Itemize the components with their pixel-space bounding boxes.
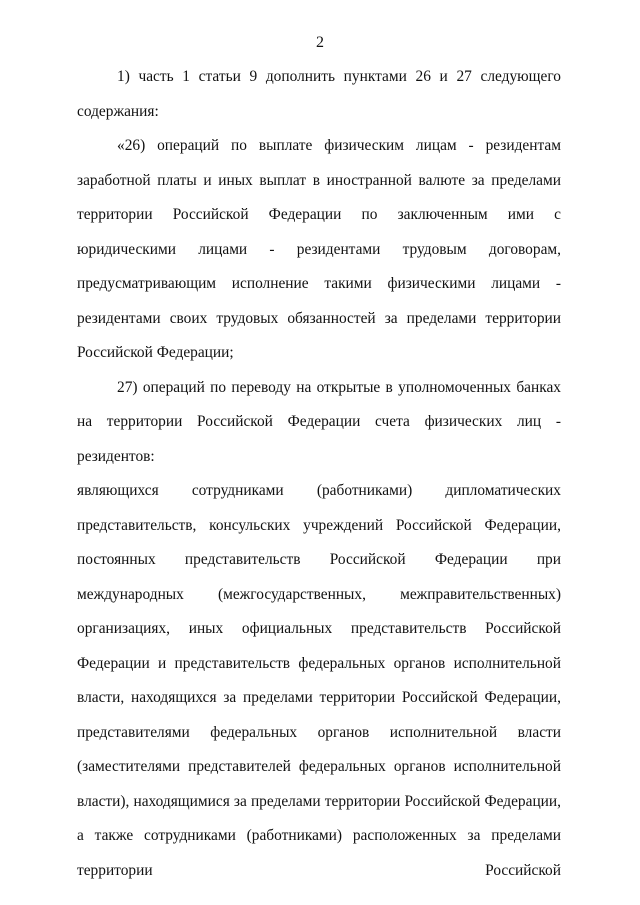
paragraph-item-27-subitem: являющихся сотрудниками (работниками) дипломатических представительств, консульских учреждений Российской Федерации, постоянных представительств Российской Федерации при международных (межгосударственных, межправительственных) организациях, иных официальных представительств Российской Федерации и представительств федеральных органов исполнительной власти, находящихся за пределами территории Российской Федерации, представителями федеральных органов исполнительной власти (заместителями представителей федеральных органов исполнительной власти), находящимися за пределами территории Российской Федерации, а также сотрудниками (работниками) расположенных за пределами территории Российской xyxy=(77,482,561,879)
document-body xyxy=(77,60,561,888)
paragraph-item-27: 27) операций по переводу на открытые в уполномоченных банках на территории Российской Федерации счета физических лиц - резидентов: xyxy=(77,378,561,465)
paragraph-item-1: 1) часть 1 статьи 9 дополнить пунктами 26 и 27 следующего содержания: xyxy=(77,68,561,120)
paragraph-item-26: «26) операций по выплате физическим лицам - резидентам заработной платы и иных выплат в иностранной валюте за пределами территории Российской Федерации по заключенным ими с юридическими лицами - резидентами трудовым договорам, предусматривающим исполнение такими физическими лицами - резидентами своих трудовых обязанностей за пределами территории Российской Федерации; xyxy=(77,137,561,361)
page-number: 2 xyxy=(316,34,324,51)
